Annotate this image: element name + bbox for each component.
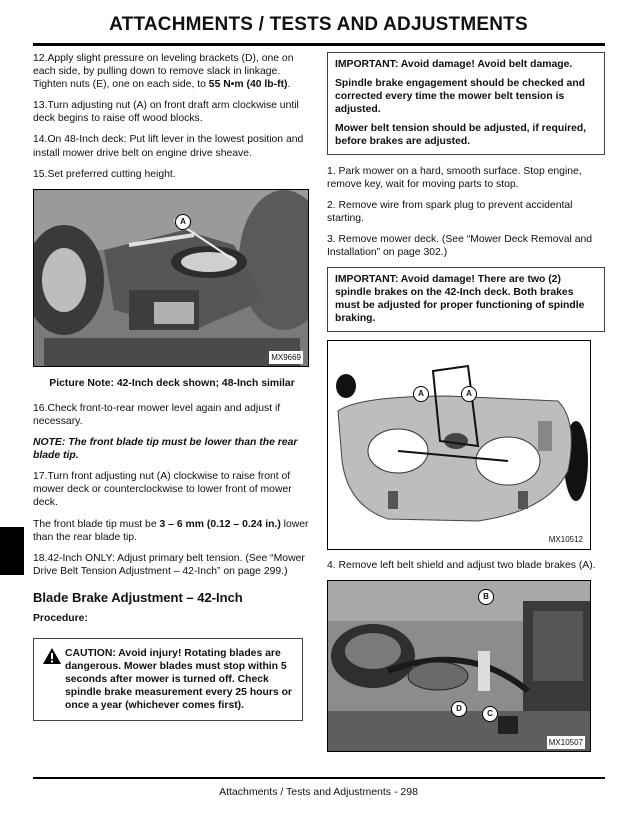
figure-label: MX10507 <box>547 736 585 749</box>
figure-mower-deck-top <box>327 340 591 550</box>
important-belt-text-1: Spindle brake engagement should be checked and corrected every time the mower belt tension is adjusted. <box>335 78 586 116</box>
footer-rule <box>33 777 605 779</box>
blade-brake-illustration <box>328 581 591 752</box>
step-18: 18.42-Inch ONLY: Adjust primary belt tension. (See “Mower Drive Belt Tension Adjustment – 42-Inch” on page 299.) <box>33 552 305 577</box>
important-belt-heading: IMPORTANT: Avoid damage! Avoid belt damage. <box>335 59 573 70</box>
callout-b: B <box>478 589 494 605</box>
step-13: 13.Turn adjusting nut (A) on front draft arm clockwise until deck begins to raise off wood blocks. <box>33 100 299 125</box>
right-step-3: 3. Remove mower deck. (See “Mower Deck Removal and Installation” on page 302.) <box>327 233 593 259</box>
deck-top-illustration <box>328 341 591 550</box>
important-box-belt <box>327 52 605 155</box>
step-12: 12.Apply slight pressure on leveling brackets (D), one on each side, by pulling down to remove slack in linkage. Tighten nuts (E), one on each side, to 55 N•m (40 lb-ft). <box>33 53 294 91</box>
caution-text: CAUTION: Avoid injury! Rotating blades are dangerous. Mower blades must stop within 5 seconds after mower is turned off. Check spindle brake measurement every 25 hours or once a year (whichever comes first). <box>65 648 292 712</box>
important-belt-text-2: Mower belt tension should be adjusted, if required, before brakes are adjusted. <box>335 123 587 148</box>
picture-note: Picture Note: 42-Inch deck shown; 48-Inch similar <box>49 377 295 389</box>
header-rule <box>33 43 605 46</box>
figure-blade-brakes <box>327 580 591 752</box>
right-column <box>327 52 607 752</box>
important-box-spindle <box>327 267 605 331</box>
left-column <box>33 52 311 721</box>
section-heading: Blade Brake Adjustment – 42-Inch <box>33 589 243 605</box>
step-16: 16.Check front-to-rear mower level again and adjust if necessary. <box>33 402 281 427</box>
right-step-1: 1. Park mower on a hard, smooth surface. Stop engine, remove key, wait for moving parts to stop. <box>327 165 582 190</box>
section-tab-marker <box>0 527 24 575</box>
callout-a: A <box>175 214 191 230</box>
deck-photo-illustration <box>34 190 309 367</box>
page-title: ATTACHMENTS / TESTS AND ADJUSTMENTS <box>109 14 528 35</box>
callout-a-right: A <box>461 386 477 402</box>
callout-d: D <box>451 701 467 717</box>
warning-triangle-icon <box>42 647 62 665</box>
caution-box <box>33 638 303 720</box>
figure-deck-front-draft-arm <box>33 189 309 367</box>
step-15: 15.Set preferred cutting height. <box>33 168 176 180</box>
callout-a-left: A <box>413 386 429 402</box>
figure-label: MX10512 <box>547 533 585 546</box>
note-blade-tip: NOTE: The front blade tip must be lower than the rear blade tip. <box>33 437 298 462</box>
figure-label: MX9669 <box>269 351 303 364</box>
right-step-4: 4. Remove left belt shield and adjust two blade brakes (A). <box>327 559 596 571</box>
step-17: 17.Turn front adjusting nut (A) clockwise to raise front of mower deck or counterclockwise to lower front of mower deck. <box>33 471 292 509</box>
blade-tip-spec: The front blade tip must be 3 – 6 mm (0.12 – 0.24 in.) lower than the rear blade tip. <box>33 518 309 543</box>
important-spindle-text: IMPORTANT: Avoid damage! There are two (2) spindle brakes on the 42-Inch deck. Both brakes must be adjusted for proper functioning of spindle braking. <box>335 274 585 325</box>
page-footer: Attachments / Tests and Adjustments - 298 <box>219 786 418 798</box>
procedure-label: Procedure: <box>33 612 88 624</box>
right-step-2: 2. Remove wire from spark plug to prevent accidental starting. <box>327 199 573 224</box>
callout-c: C <box>482 706 498 722</box>
step-14: 14.On 48-Inch deck: Put lift lever in the lowest position and install mower drive belt on engine drive sheave. <box>33 134 304 159</box>
